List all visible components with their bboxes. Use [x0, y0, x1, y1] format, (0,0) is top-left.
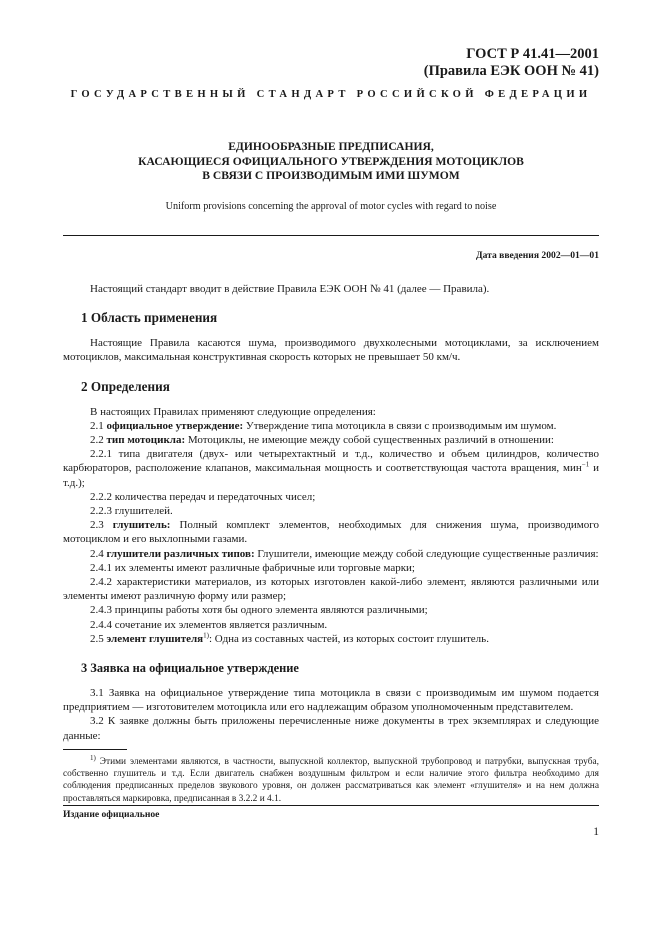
definition-2-3: 2.3 глушитель: Полный комплект элементов, необходимых для снижения шума, производимого мотоциклом и его выхлопными газами.: [63, 519, 599, 546]
standard-code: ГОСТ Р 41.41—2001: [466, 46, 599, 62]
title-divider: [63, 235, 599, 236]
footnote-mark: 1): [90, 753, 96, 762]
definition-2-4-1: 2.4.1 их элементы имеют различные фабричные или торговые марки;: [90, 561, 415, 574]
term-silencer: глушитель:: [112, 519, 171, 532]
section-1-text: Настоящие Правила касаются шума, производимого двухколесными мотоциклами, за исключением мотоциклов, максимальная конструктивная скорость которых не превышает 50 км/ч.: [63, 337, 599, 364]
clause-3-2: 3.2 К заявке должны быть приложены перечисленные ниже документы в трех экземплярах и следующие данные:: [63, 715, 599, 742]
definition-2-2-3: 2.2.3 глушителей.: [90, 505, 173, 518]
clause-3-1: 3.1 Заявка на официальное утверждение типа мотоцикла в связи с производимым им шумом подается предприятием — изготовителем мотоцикла или его надлежащим образом уполномоченным представителем.: [63, 687, 599, 714]
term-silencer-element: элемент глушителя: [106, 632, 204, 645]
term-motorcycle-type: тип мотоцикла:: [106, 434, 186, 447]
definition-2-1: 2.1 официальное утверждение: Утверждение типа мотоцикла в связи с производимым им шумом.: [90, 419, 557, 432]
edition-divider: [63, 805, 599, 806]
section-2-lead: В настоящих Правилах применяют следующие определения:: [90, 405, 376, 418]
title-line-2: КАСАЮЩИЕСЯ ОФИЦИАЛЬНОГО УТВЕРЖДЕНИЯ МОТОЦИКЛОВ: [138, 154, 524, 168]
page-number: 1: [593, 826, 599, 838]
section-2-heading: 2 Определения: [81, 378, 170, 394]
footnote: $^{1)}$ Этими элементами являются, в частности, выпускной коллектор, выпускной трубопровод и патрубки, выпускная труба, собственно глушитель и т.д. Если двигатель снабжен воздушным фильтром и если наличие этого фильтра необходимо для соблюдения предписанных пределов звукового уровня, он должен рассматриваться как элемент «глушителя» и на нем должна проставляться маркировка, предписанная в 3.2.2 и 4.1.: [63, 753, 599, 804]
section-1-heading: 1 Область применения: [81, 310, 218, 326]
definition-2-5: 2.5 элемент глушителя$^{1)}$: Одна из составных частей, из которых состоит глушитель.: [90, 631, 489, 645]
document-body: [63, 282, 599, 743]
state-standard-banner: ГОСУДАРСТВЕННЫЙ СТАНДАРТ РОССИЙСКОЙ ФЕДЕРАЦИИ: [70, 89, 592, 100]
document-title: [63, 140, 599, 184]
definition-2-2: 2.2 тип мотоцикла: Мотоциклы, не имеющие между собой существенных различий в отношении:: [90, 434, 554, 447]
introduction-date: Дата введения 2002—01—01: [476, 250, 599, 261]
section-3-heading: 3 Заявка на официальное утверждение: [81, 661, 299, 676]
definition-2-2-2: 2.2.2 количества передач и передаточных чисел;: [90, 490, 316, 503]
title-line-3: В СВЯЗИ С ПРОИЗВОДИМЫМ ИМИ ШУМОМ: [202, 169, 460, 182]
regulation-number: (Правила ЕЭК ООН № 41): [423, 63, 599, 79]
definition-2-4: 2.4 глушители различных типов: Глушители, имеющие между собой следующие существенные различия:: [90, 547, 599, 560]
footnote-reference: 1): [203, 631, 209, 640]
term-official-approval: официальное утверждение:: [106, 419, 244, 432]
standard-code-block: [424, 46, 599, 80]
definition-2-4-4: 2.4.4 сочетание их элементов является различным.: [90, 618, 328, 631]
footnote-divider: [63, 749, 127, 750]
term-silencer-types: глушители различных типов:: [106, 547, 255, 560]
definition-2-4-3: 2.4.3 принципы работы хотя бы одного элемента являются различными;: [90, 604, 428, 617]
definition-2-2-1: 2.2.1 типа двигателя (двух- или четырехтактный и т.д., количество и объем цилиндров, количество карбюраторов, расположение клапанов, максимальная мощность и соответствующая частота вращения, мин$^{-1}$ и т.д.);: [63, 448, 599, 489]
title-line-1: ЕДИНООБРАЗНЫЕ ПРЕДПИСАНИЯ,: [228, 140, 434, 153]
edition-label: Издание официальное: [63, 809, 160, 820]
english-title: Uniform provisions concerning the approval of motor cycles with regard to noise: [165, 201, 497, 212]
intro-paragraph: Настоящий стандарт вводит в действие Правила ЕЭК ООН № 41 (далее — Правила).: [90, 283, 490, 295]
definition-2-4-2: 2.4.2 характеристики материалов, из которых изготовлен какой-либо элемент, являются различными или элементы имеют различную форму или размер;: [63, 576, 599, 603]
